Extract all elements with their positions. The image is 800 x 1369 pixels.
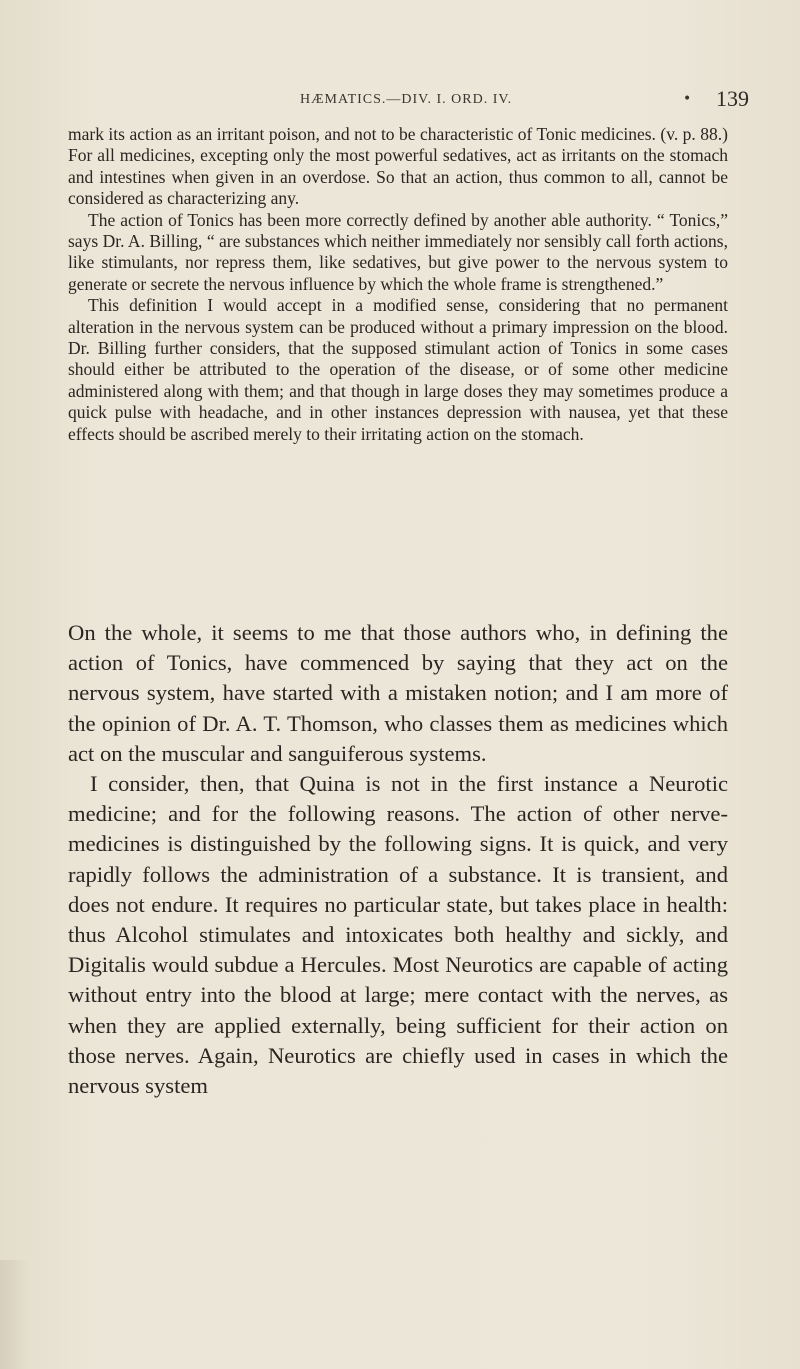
small-print-section — [68, 124, 728, 445]
paragraph: The action of Tonics has been more correctly defined by another able authority. “ Tonics,” says Dr. A. Billing, “ are substances which neither immediately nor sensibly call forth actions, like stimulants, nor repress them, like sedatives, but give power to the nervous system to generate or secrete the nervous influence by which the whole frame is strengthened.” — [68, 209, 728, 294]
large-print-section — [68, 618, 728, 1101]
page-header — [0, 86, 800, 116]
paragraph: mark its action as an irritant poison, and not to be characteristic of Tonic medicines. (v. p. 88.) For all medicines, excepting only the most powerful sedatives, act as irritants on the stomach and intestines when given in an overdose. So that an action, thus common to all, cannot be considered as characterizing any. — [68, 124, 728, 209]
page-number: 139 — [716, 86, 749, 111]
paragraph: I consider, then, that Quina is not in the first instance a Neurotic medicine; and for the following reasons. The action of other nerve-medicines is distinguished by the following signs. It is quick, and very rapidly follows the administration of a substance. It is transient, and does not endure. It requires no particular state, but takes place in health: thus Alcohol stimulates and intoxicates both healthy and sickly, and Digitalis would subdue a Hercules. Most Neurotics are capable of acting without entry into the blood at large; mere contact with the nerves, as when they are applied externally, being sufficient for their action on those nerves. Again, Neurotics are chiefly used in cases in which the nervous system — [68, 771, 728, 1099]
header-bullet: • — [683, 91, 692, 107]
page-edge-shadow — [0, 1260, 30, 1369]
paragraph: This definition I would accept in a modified sense, considering that no permanent alteration in the nervous system can be produced without a primary impression on the blood. Dr. Billing further considers, that the supposed stimulant action of Tonics in some cases should either be attributed to the operation of the disease, or of some other medicine administered along with them; and that though in large doses they may sometimes produce a quick pulse with headache, and in other instances depression with nausea, yet that these effects should be ascribed merely to their irritating action on the stomach. — [68, 295, 728, 444]
running-title: HÆMATICS.—DIV. I. ORD. IV. — [300, 92, 513, 107]
paragraph: On the whole, it seems to me that those authors who, in defining the action of Tonics, have commenced by saying that they act on the nervous system, have started with a mistaken notion; and I am more of the opinion of Dr. A. T. Thomson, who classes them as medicines which act on the muscular and sanguiferous systems. — [68, 620, 728, 766]
